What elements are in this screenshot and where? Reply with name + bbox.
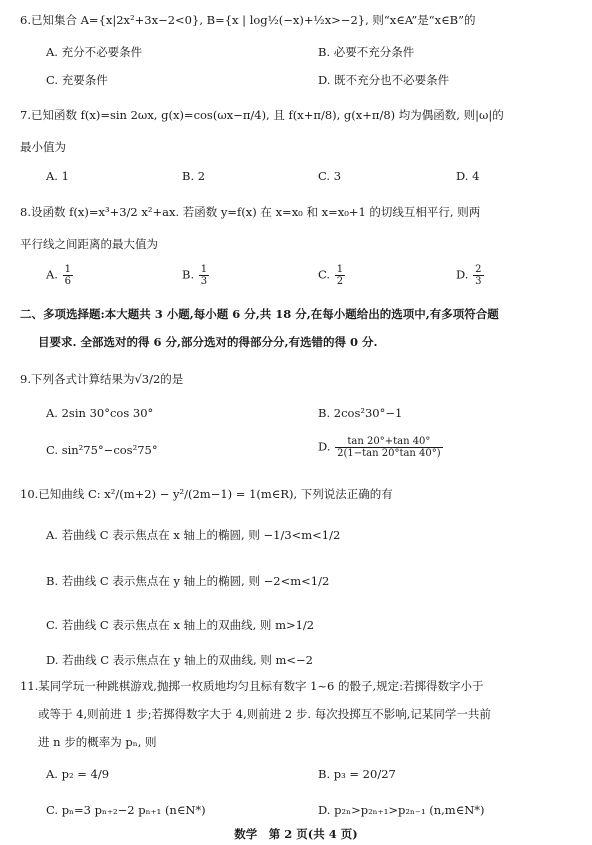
q9-option-a: A. 2sin 30°cos 30°: [46, 406, 154, 420]
q8-c-numerator: 1: [336, 264, 344, 275]
q8-option-a: A. $\frac{1}{6}$: [46, 264, 71, 287]
q8-d-numerator: 2: [475, 264, 482, 275]
q8-option-c: C. $\frac{1}{2}$: [318, 264, 344, 287]
q10-stem: 10.已知曲线 C: x²/(m+2) − y²/(2m−1) = 1(m∈R), 下列说法正确的有: [20, 487, 393, 501]
q8-c-denominator: 2: [336, 276, 344, 287]
q6-option-a: A. 充分不必要条件: [46, 45, 143, 59]
q10-option-c: C. 若曲线 C 表示焦点在 x 轴上的双曲线, 则 m>1/2: [46, 618, 315, 632]
q11-stem: 11.某同学玩一种跳棋游戏,抛掷一枚质地均匀且标有数字 1~6 的骰子,规定:若掷得数字小于: [20, 679, 484, 693]
q7-option-b: B. 2: [182, 169, 206, 183]
q7-option-c: C. 3: [318, 169, 342, 183]
q6-stem: 6.已知集合 A={x|2x²+3x−2<0}, B={x | log½(−x)+½x>−2}, 则“x∈A”是“x∈B”的: [20, 13, 476, 27]
q10-option-d: D. 若曲线 C 表示焦点在 y 轴上的双曲线, 则 m<−2: [46, 653, 313, 667]
q7-stem: 7.已知函数 f(x)=sin 2ωx, g(x)=cos(ωx−π/4), 且 f(x+π/8), g(x+π/8) 均为偶函数, 则|ω|的: [20, 108, 504, 122]
q9-stem: 9.下列各式计算结果为√3/2的是: [20, 372, 184, 386]
q9-option-c: C. sin²75°−cos²75°: [46, 443, 158, 457]
q11-option-c: C. pₙ=3 pₙ₊₂−2 pₙ₊₁ (n∈N*): [46, 803, 206, 817]
q6-option-b: B. 必要不充分条件: [318, 45, 415, 59]
q11-stem-cont: 或等于 4,则前进 1 步;若掷得数字大于 4,则前进 2 步. 每次投掷互不影响,记某同学一共前: [38, 707, 491, 721]
page-footer: 数学 第 2 页(共 4 页): [234, 827, 358, 841]
q10-option-b: B. 若曲线 C 表示焦点在 y 轴上的椭圆, 则 −2<m<1/2: [46, 574, 330, 588]
q7-option-d: D. 4: [456, 169, 480, 183]
section2-instructions: 二、多项选择题:本大题共 3 小题,每小题 6 分,共 18 分,在每小题给出的选项中,有多项符合题: [20, 307, 499, 321]
section2-instructions-cont: 目要求. 全部选对的得 6 分,部分选对的得部分分,有选错的得 0 分.: [38, 335, 378, 349]
q8-option-d: D. $\frac{2}{3}$: [456, 264, 482, 287]
q7-stem-cont: 最小值为: [20, 140, 66, 154]
q11-option-d: D. p₂ₙ>p₂ₙ₊₁>p₂ₙ₋₁ (n,m∈N*): [318, 803, 485, 817]
q6-option-d: D. 既不充分也不必要条件: [318, 73, 450, 87]
q11-option-a: A. p₂ = 4/9: [46, 767, 110, 781]
q8-stem: 8.设函数 f(x)=x³+3/2 x²+ax. 若函数 y=f(x) 在 x=x₀ 和 x=x₀+1 的切线互相平行, 则两: [20, 205, 481, 219]
q8-a-numerator: 1: [64, 264, 71, 275]
q7-option-a: A. 1: [46, 169, 69, 183]
q8-d-denominator: 3: [475, 276, 482, 287]
q9-d-numerator: tan 20°+tan 40°: [335, 436, 443, 448]
q9-option-b: B. 2cos²30°−1: [318, 406, 403, 420]
q8-b-numerator: 1: [200, 264, 208, 275]
q9-d-denominator: 2(1−tan 20°tan 40°): [337, 448, 441, 459]
q8-a-denominator: 6: [64, 276, 71, 287]
q11-stem-cont2: 进 n 步的概率为 pₙ, 则: [38, 735, 157, 749]
q6-option-c: C. 充要条件: [46, 73, 108, 87]
q10-option-a: A. 若曲线 C 表示焦点在 x 轴上的椭圆, 则 −1/3<m<1/2: [46, 528, 341, 542]
q8-b-denominator: 3: [200, 276, 208, 287]
q9-option-d: D. $\frac{\tan 20^\circ+\tan 40^\circ}{2(1-\tan 20^\circ\tan 40^\circ)}$: [318, 436, 441, 459]
q11-option-b: B. p₃ = 20/27: [318, 767, 396, 781]
q8-option-b: B. $\frac{1}{3}$: [182, 264, 208, 287]
q8-stem-cont: 平行线之间距离的最大值为: [20, 237, 158, 251]
